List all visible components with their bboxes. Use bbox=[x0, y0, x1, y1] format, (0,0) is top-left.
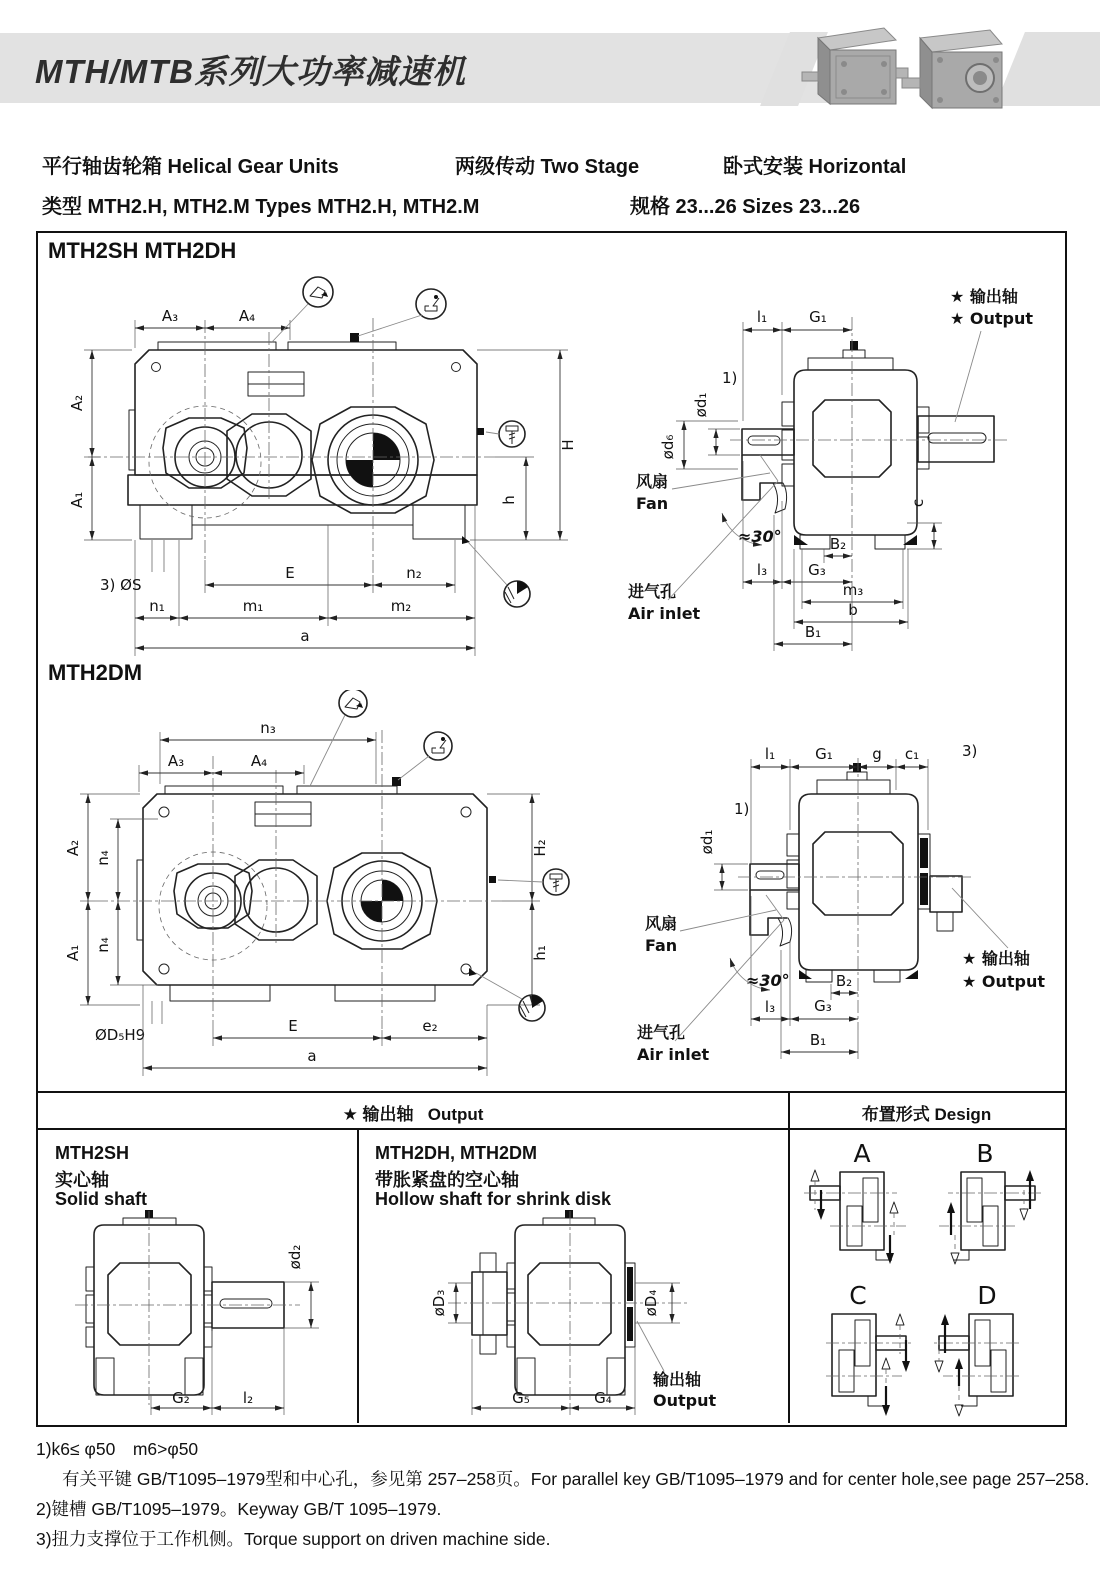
dim-l1: l₁ bbox=[756, 308, 768, 326]
dim-l2: l₂ bbox=[242, 1389, 254, 1407]
design-letter-C: C bbox=[849, 1282, 867, 1310]
dim-d2: ød₂ bbox=[286, 1244, 304, 1270]
housing-side-2 bbox=[750, 763, 962, 982]
dim-G5: G₅ bbox=[512, 1389, 530, 1407]
dim-oS: 3) ØS bbox=[100, 576, 142, 594]
intro-helical: 平行轴齿轮箱 Helical Gear Units bbox=[42, 156, 339, 178]
output-leader-en: Output bbox=[653, 1391, 717, 1410]
dim-l3-2: l₃ bbox=[764, 998, 776, 1016]
dim-B2-2: B₂ bbox=[835, 972, 853, 990]
intro-line2 bbox=[42, 190, 861, 219]
centerlines-front-1 bbox=[88, 318, 495, 575]
dim-A4-2: A₄ bbox=[250, 752, 268, 770]
magnetic-drain-plug-icon bbox=[462, 536, 530, 607]
dim-n3: n₃ bbox=[260, 719, 276, 737]
design-A-schematic bbox=[804, 1170, 906, 1264]
footnote-1b: 有关平键 GB/T1095–1979型和中心孔，参见第 257–258页。For parallel key GB/T1095–1979 and for center hole,see page 257–258. bbox=[62, 1469, 1090, 1489]
dim-A2: A₂ bbox=[68, 394, 86, 412]
housing-hollow-shaft bbox=[472, 1210, 635, 1395]
air-inlet-label-cn-2: 进气孔 bbox=[637, 1023, 686, 1042]
dim-G1: G₁ bbox=[809, 308, 827, 326]
design-header: 布置形式 Design bbox=[861, 1105, 992, 1124]
footnote-1: 1)k6≤ φ50 m6>φ50 bbox=[36, 1439, 199, 1459]
panel2-sub-en: Hollow shaft for shrink disk bbox=[375, 1189, 612, 1209]
note1-mark: 1) bbox=[722, 369, 738, 387]
dimensions-side-1 bbox=[659, 308, 942, 651]
design-letter-D: D bbox=[977, 1282, 997, 1310]
panel2-title: MTH2DH, MTH2DM bbox=[375, 1143, 537, 1163]
footnote-2: 2)键槽 GB/T1095–1979。Keyway GB/T 1095–1979. bbox=[36, 1499, 442, 1519]
housing-solid-shaft bbox=[86, 1210, 284, 1395]
panel1-title: MTH2SH bbox=[55, 1143, 130, 1163]
dim-B2: B₂ bbox=[829, 535, 847, 553]
oil-drain-screw-icon bbox=[489, 869, 569, 895]
output-shaft-label-cn-2: ★ 输出轴 bbox=[962, 949, 1030, 968]
dim-A3: A₃ bbox=[161, 307, 179, 325]
design-C-diagram bbox=[802, 1282, 920, 1422]
output-header-cn: ★ 输出轴 bbox=[342, 1105, 414, 1124]
dim-m2: m₂ bbox=[390, 597, 412, 615]
intro-line1 bbox=[42, 150, 907, 179]
intro-horizontal: 卧式安装 Horizontal bbox=[723, 156, 907, 178]
note3-mark: 3) bbox=[962, 742, 978, 760]
intro-sizes: 规格 23...26 Sizes 23...26 bbox=[630, 196, 861, 218]
dim-A4: A₄ bbox=[238, 307, 256, 325]
solid-shaft-drawing bbox=[55, 1205, 345, 1420]
dimensions-side-2 bbox=[698, 742, 977, 1059]
dim-c: c bbox=[909, 498, 927, 508]
output-shaft-label-en-2: ★ Output bbox=[962, 972, 1046, 991]
dim-b: b bbox=[848, 601, 858, 619]
output-shaft-label-cn: ★ 输出轴 bbox=[950, 287, 1018, 306]
breather-icon bbox=[358, 289, 446, 336]
dim-n4-upper: n₄ bbox=[94, 850, 112, 866]
dim-A1-2: A₁ bbox=[64, 944, 82, 962]
fan-label-cn: 风扇 bbox=[636, 472, 669, 491]
page-title: MTH/MTB系列大功率减速机 bbox=[35, 53, 467, 90]
dim-n4-lower: n₄ bbox=[94, 937, 112, 953]
dim-D3: øD₃ bbox=[430, 1289, 448, 1317]
table-line-v2 bbox=[357, 1128, 359, 1423]
design-B-diagram bbox=[925, 1140, 1043, 1280]
table-line-h1 bbox=[36, 1091, 1065, 1093]
mth2sh-side-drawing bbox=[610, 275, 1060, 665]
dim-A3-2: A₃ bbox=[167, 752, 185, 770]
design-D-diagram bbox=[925, 1282, 1043, 1422]
magnetic-drain-plug-icon bbox=[469, 968, 545, 1021]
housing-side-1 bbox=[742, 341, 994, 549]
dim-A1: A₁ bbox=[68, 491, 86, 509]
air-inlet-label-cn: 进气孔 bbox=[628, 582, 677, 601]
dim-G2: G₂ bbox=[172, 1389, 190, 1407]
annotations-side-1 bbox=[628, 287, 1033, 623]
dim-e2: e₂ bbox=[422, 1017, 438, 1035]
dim-G3: G₃ bbox=[808, 561, 826, 579]
dim-H2: H₂ bbox=[531, 839, 549, 857]
breather-icon bbox=[398, 732, 452, 780]
gearbox-photo-1 bbox=[800, 20, 910, 112]
fan-angle-label-2: ≈30° bbox=[746, 971, 790, 990]
intro-two-stage: 两级传动 Two Stage bbox=[455, 156, 640, 178]
design-D-schematic bbox=[931, 1314, 1019, 1416]
dim-a-2: a bbox=[307, 1047, 317, 1065]
dim-d1-2: ød₁ bbox=[698, 829, 716, 855]
bores-front-2 bbox=[159, 852, 437, 960]
table-line-v1 bbox=[788, 1091, 790, 1423]
dim-a: a bbox=[300, 627, 310, 645]
dim-B1-2: B₁ bbox=[809, 1031, 827, 1049]
housing-front-1 bbox=[128, 333, 477, 539]
dim-D5H9: ØD₅H9 bbox=[95, 1026, 146, 1044]
oil-drain-screw-icon bbox=[477, 421, 525, 447]
mth2dm-side-drawing bbox=[610, 730, 1062, 1085]
dim-n1: n₁ bbox=[149, 597, 165, 615]
dim-B1: B₁ bbox=[804, 623, 822, 641]
dimensions-solid-shaft bbox=[151, 1245, 319, 1415]
design-letter-B: B bbox=[976, 1140, 994, 1168]
dim-h: h bbox=[500, 495, 518, 505]
panel2-sub-cn: 带胀紧盘的空心轴 bbox=[375, 1170, 519, 1190]
dim-G1-2: G₁ bbox=[815, 745, 833, 763]
dim-G3-2: G₃ bbox=[814, 997, 832, 1015]
design-A-diagram bbox=[802, 1140, 920, 1280]
mth2dm-front-drawing bbox=[40, 690, 600, 1088]
dim-g: g bbox=[872, 745, 882, 763]
output-header bbox=[38, 1100, 788, 1125]
dim-l3: l₃ bbox=[756, 561, 768, 579]
air-inlet-label-en: Air inlet bbox=[628, 604, 701, 623]
dim-m3: m₃ bbox=[842, 581, 864, 599]
note1-mark-2: 1) bbox=[734, 800, 750, 818]
dim-E-2: E bbox=[288, 1017, 298, 1035]
dim-G4: G₄ bbox=[594, 1389, 612, 1407]
design-C-schematic bbox=[826, 1314, 914, 1416]
output-shaft-label-en: ★ Output bbox=[950, 309, 1034, 328]
section1-title: MTH2SH MTH2DH bbox=[48, 238, 237, 263]
gearbox-photo-2 bbox=[898, 22, 1016, 117]
footnote-3: 3)扭力支撑位于工作机侧。Torque support on driven machine side. bbox=[36, 1529, 551, 1549]
oil-level-icon bbox=[310, 690, 367, 786]
intro-types: 类型 MTH2.H, MTH2.M Types MTH2.H, MTH2.M bbox=[42, 196, 480, 218]
panel1-sub-cn: 实心轴 bbox=[55, 1170, 109, 1190]
design-B-schematic bbox=[939, 1170, 1041, 1264]
dim-c1: c₁ bbox=[904, 745, 920, 763]
mth2sh-front-drawing bbox=[40, 260, 600, 660]
hollow-shaft-drawing bbox=[390, 1205, 720, 1420]
oil-level-icon bbox=[272, 277, 333, 342]
fan-label-cn-2: 风扇 bbox=[645, 914, 678, 933]
dim-A2-2: A₂ bbox=[64, 839, 82, 857]
table-line-h2 bbox=[36, 1128, 1065, 1130]
design-letter-A: A bbox=[853, 1140, 871, 1168]
air-inlet-label-en-2: Air inlet bbox=[637, 1045, 710, 1064]
panel1-sub-en: Solid shaft bbox=[55, 1189, 148, 1209]
output-leader-cn: 输出轴 bbox=[653, 1370, 702, 1389]
dim-d1: ød₁ bbox=[692, 392, 710, 418]
dim-H: H bbox=[559, 439, 577, 451]
output-header-en: Output bbox=[427, 1105, 484, 1124]
dim-m1: m₁ bbox=[242, 597, 264, 615]
section2-title: MTH2DM bbox=[48, 660, 143, 685]
fan-label-en: Fan bbox=[636, 494, 669, 513]
dim-D4: øD₄ bbox=[642, 1289, 660, 1317]
bores-front-1 bbox=[149, 406, 434, 518]
fan-angle-label: ≈30° bbox=[738, 527, 782, 546]
dim-E: E bbox=[285, 564, 295, 582]
dim-n2: n₂ bbox=[406, 564, 422, 582]
footnotes bbox=[36, 1434, 1089, 1554]
dim-l1-2: l₁ bbox=[764, 745, 776, 763]
fan-label-en-2: Fan bbox=[645, 936, 678, 955]
dim-d6: ød₆ bbox=[659, 434, 677, 460]
dimensions-front-1 bbox=[68, 307, 577, 656]
dim-h1: h₁ bbox=[531, 945, 549, 961]
